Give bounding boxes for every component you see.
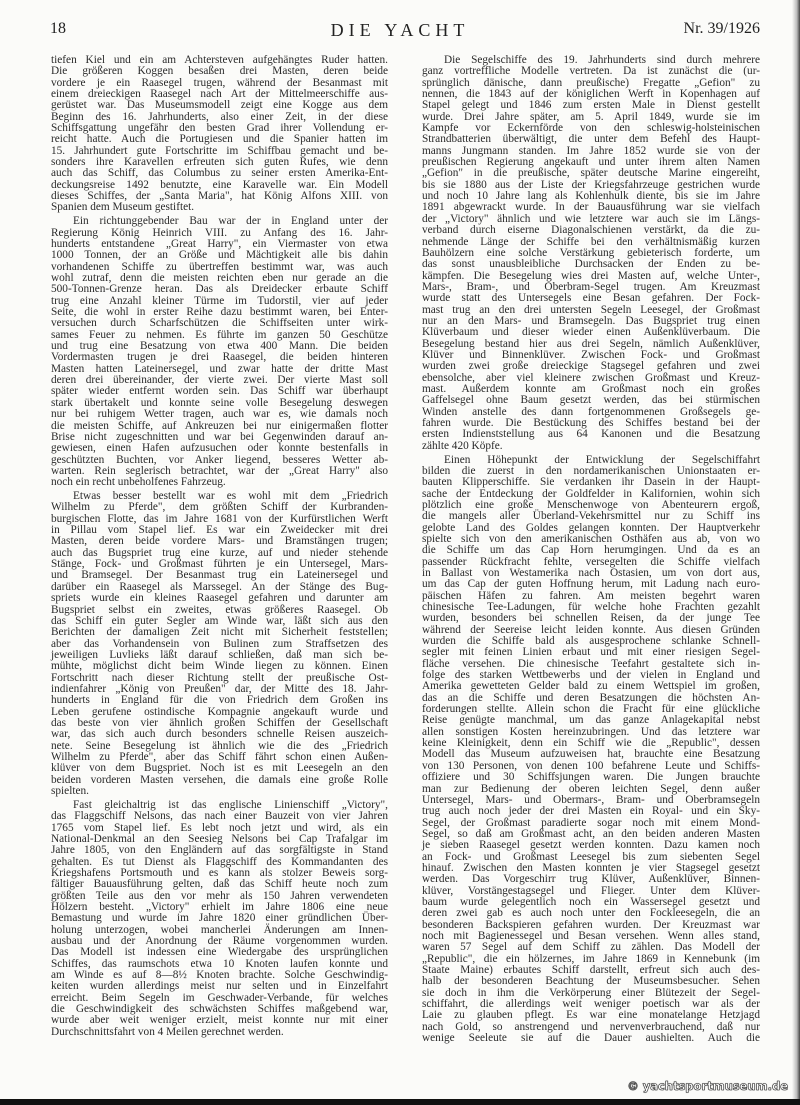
- text-line: man zur Bedienung der oberen leichten Segel, denn außer: [422, 782, 760, 795]
- text-line: mühte, möglichst dicht beim Winde liegen zu können. Einen: [51, 660, 388, 673]
- text-line: Einen Höhepunkt der Entwicklung der Segelschiffahrt: [444, 453, 760, 466]
- text-line: auch das Schiff, das Columbus zu seiner ersten Amerika-Ent-: [51, 167, 388, 180]
- text-line: klüver von dem Bugspriet. Noch ist es mit Leesegeln an den: [51, 762, 388, 775]
- text-line: „Gefion" in die preußische, später deutsche Marine eingereiht,: [422, 167, 760, 180]
- text-line: Spanien dem Museum gestiftet.: [51, 201, 195, 214]
- text-line: Strandbatterien überwältigt, die unter dem Befehl des Haupt-: [422, 133, 760, 146]
- text-line: wurden zwei große dreieckige Stagsegel gefahren und zwei: [422, 360, 760, 373]
- text-line: gelobte Land des Goldes gelangen konnten. Der Hauptverkehr: [422, 521, 760, 534]
- text-line: nach Gold, so anstrengend und nervenverbrauchend, daß nur: [422, 1020, 760, 1033]
- text-line: geschützten Buchten, vor Anker liegend, besseres Wetter ab-: [51, 453, 388, 466]
- issue-number: Nr. 39/1926: [683, 20, 760, 37]
- text-line: ganz vortreffliche Modelle vertreten. Da ist zunächst die (ur-: [422, 65, 760, 78]
- text-line: je sieben Raasegel gesetzt werden konnten. Dazu kamen noch: [422, 839, 760, 852]
- text-line: jeweiligen Luvlieks läßt darauf schließen, daß man sich be-: [51, 648, 388, 661]
- text-line: Die größeren Koggen besaßen drei Masten, deren beide: [51, 65, 388, 78]
- text-line: plötzlich eine große Menschenwoge von Abenteurern ergoß,: [422, 498, 760, 511]
- text-line: Laie zu glauben pflegt. Es war eine monatelange Hetzjagd: [422, 1009, 760, 1022]
- text-line: holung unterzogen, wobei mancherlei Änderungen am Innen-: [51, 923, 388, 936]
- paragraph: [51, 55, 388, 214]
- text-line: reicht hatte. Auch die Portugiesen und die Spanier hatten im: [51, 133, 388, 146]
- text-line: wurde aber weit weniger erzielt, meist konnte nur mit einer: [51, 1014, 388, 1027]
- text-line: während der Seereise leicht leiden konnte. Aus diesen Gründen: [422, 623, 760, 636]
- text-line: allen sonstigen Kosten hereinzubringen. Und das letztere war: [422, 725, 760, 738]
- text-line: 500-Tonnen-Grenze heran. Das als Dreidecker erbaute Schiff: [51, 283, 388, 296]
- text-line: indienfahrer „König von Preußen" dar, der Mitte des 18. Jahr-: [51, 682, 388, 695]
- text-line: noch mit Bagienessegel und Besan versehen. Wenn alles stand,: [422, 929, 760, 942]
- text-line: Wilhelm zu Pferde", aber das Schiff fährt schon einen Außen-: [51, 750, 388, 763]
- text-line: gerüstet war. Das Museumsmodell zeigt eine Kogge aus dem: [51, 99, 388, 112]
- text-line: Mars-, Bram-, und Oberbram-Segel trugen. Am Kreuzmast: [422, 280, 760, 293]
- text-line: die Geschwindigkeit des schwächsten Schiffes maßgebend war,: [51, 1003, 388, 1016]
- text-line: Durchschnittsfahrt von 4 Meilen gerechnet werden.: [51, 1025, 284, 1038]
- text-line: keine Kleinigkeit, denn ein Schiff wie die „Republic", dessen: [422, 737, 760, 750]
- text-line: auch das Bugspriet trug eine kurze, auf und nieder stehende: [51, 546, 388, 559]
- text-line: preußischen Regierung angekauft und unter ihrem alten Namen: [422, 156, 760, 169]
- text-line: sprünglich dänische, dann preußische) Fregatte „Gefion" zu: [422, 76, 760, 89]
- text-line: wenige Seeleute sie auf die Dauer aushielten. Auch die: [422, 1032, 760, 1045]
- text-line: hinauf. Zwischen den Masten konnten je vier Stagsegel gesetzt: [422, 861, 760, 874]
- text-line: darüber ein Raasegel als Marssegel. An der Stänge des Bug-: [51, 580, 388, 593]
- text-line: verband durch eiserne Diagonalschienen verstärkt, da die zu-: [422, 224, 760, 237]
- text-line: kämpfen. Die Besegelung wies drei Masten auf, welche Unter-,: [422, 269, 760, 282]
- text-line: segler mit feinen Linien erbaut und mit einer riesigen Segel-: [422, 646, 760, 659]
- watermark: © yachtsportmuseum.de: [627, 1079, 788, 1093]
- text-line: Reise genügte manchmal, um das ganze Anlagekapital nebst: [422, 714, 760, 727]
- text-line: nur an den Mars- und Bramsegeln. Das Bugspriet trug einen: [422, 314, 760, 327]
- text-line: wurde statt des Untersegels eine Besan gefahren. Der Fock-: [422, 292, 760, 305]
- text-line: Untersegel, Mars- und Obermars-, Bram- und Oberbramsegeln: [422, 793, 760, 806]
- paragraph: [422, 455, 760, 1045]
- text-line: halb der besonderen Beachtung der Museumsbesucher. Sehen: [422, 975, 760, 988]
- text-line: Besegelung bestand hier aus drei Segeln, nämlich Außenklüver,: [422, 337, 760, 350]
- text-line: bauten Klipperschiffe. Sie verdanken ihr Dasein in der Haupt-: [422, 476, 760, 489]
- text-line: die mangels aller Überland-Vekehrsmittel nur zu Schiff ins: [422, 510, 760, 523]
- text-line: an Fock- und Großmast Leesegel bis zum siebenten Segel: [422, 850, 760, 863]
- text-line: offiziere und 30 Schiffsjungen waren. Die Jungen brauchte: [422, 771, 760, 784]
- paragraph: [51, 800, 388, 1038]
- text-line: Gaffelsegel ohne Baum gesetzt werden, das bei stürmischen: [422, 394, 760, 407]
- text-line: keiten wurden allerdings meist nur selten und in Einzelfahrt: [51, 980, 388, 993]
- text-line: noch ein recht unbeholfenes Fahrzeug.: [51, 476, 226, 489]
- text-line: Leben gerufene ostindische Kompagnie angekauft wurde und: [51, 705, 388, 718]
- text-line: Amerika gewetteten Gelder bald zu einem Wettspiel im großen,: [422, 680, 760, 693]
- text-line: 1765 vom Stapel lief. Es lebt noch jetzt und wird, als ein: [51, 821, 388, 834]
- text-line: Bauhölzern eine solche Verstärkung gebieterisch forderte, um: [422, 246, 760, 259]
- text-line: schiffahrt, die allerdings weit weniger poetisch war als der: [422, 998, 760, 1011]
- text-line: war, das sich auch durch besonders schnelle Reisen auszeich-: [51, 728, 388, 741]
- text-line: Das Modell ist indessen eine Wiedergabe des ursprünglichen: [51, 946, 388, 959]
- text-line: gewiesen, einen Hafen aufzusuchen oder konnte bestenfalls in: [51, 442, 388, 455]
- paragraph: [51, 216, 388, 488]
- text-line: National-Denkmal an den Seesieg Nelsons bei Cap Trafalgar im: [51, 832, 388, 845]
- text-line: und Bramsegel. Der Besanmast trug ein Lateinersegel und: [51, 569, 388, 582]
- text-line: mast. Außerdem konnte am Großmast noch ein großes: [422, 382, 760, 395]
- text-line: 15. Jahrhundert gute Fortschritte im Schiffbau gemacht und be-: [51, 144, 388, 157]
- text-line: trug auch noch jeder der drei Masten ein Royal- und ein Sky-: [422, 805, 760, 818]
- text-line: Winden anstelle des dann fortgenommenen Großsegels ge-: [422, 405, 760, 418]
- text-line: Vordermasten trugen je drei Raasegel, die beiden hinteren: [51, 351, 388, 364]
- text-line: in Ballast von Westamerika nach Ostasien, um von dort aus,: [422, 566, 760, 579]
- text-line: ebensolche, aber viel kleinere zwischen Großmast und Kreuz-: [422, 371, 760, 384]
- text-line: „Republic", die ein hölzernes, im Jahre 1869 in Kennebunk (im: [422, 952, 760, 965]
- text-line: sache der Entdeckung der Goldfelder in Kalifornien, wohin sich: [422, 487, 760, 500]
- text-line: Segel, der Großmast paradierte sogar noch mit einem Mond-: [422, 816, 760, 829]
- paragraph: [422, 55, 760, 452]
- text-line: 1000 Tonnen, der an Größe und Mächtigkeit alle bis dahin: [51, 249, 388, 262]
- text-line: dieses Schiffes, der „Santa Maria", hat König Alfons XIII. von: [51, 190, 388, 203]
- page-number: 18: [50, 20, 66, 37]
- text-line: Klüverbaum und dieser wieder einen Außenklüverbaum. Die: [422, 326, 760, 339]
- text-line: ersten Indienststellung aus 64 Kanonen und die Besatzung: [422, 428, 760, 441]
- text-line: Beginn des 16. Jahrhunderts, also einer Zeit, in der diese: [51, 110, 388, 123]
- text-line: spielte sich von den amerikanischen Osthäfen aus ab, von wo: [422, 532, 760, 545]
- text-line: und trug eine Besatzung von etwa 400 Mann. Die beiden: [51, 340, 388, 353]
- text-line: Ein richtunggebender Bau war der in England unter der: [73, 215, 388, 228]
- text-line: burgischen Flotte, das im Jahre 1681 von der Kurfürstlichen Werft: [51, 512, 388, 525]
- text-line: fahren wurde. Die Bestückung des Schiffes bestand bei der: [422, 417, 760, 429]
- text-line: wurden, besonders bei schnellen Reisen, da der junge Tee: [422, 612, 760, 625]
- text-line: in Pillau vom Stapel lief. Es war ein Zweidecker mit drei: [51, 524, 388, 537]
- text-line: ausbau und der Anordnung der Räume vorgenommen wurden.: [51, 934, 388, 947]
- text-line: trug eine Anzahl kleiner Türme im Tudorstil, vier auf jeder: [51, 294, 388, 307]
- scan-border: [0, 1099, 800, 1105]
- text-line: einem dreieckigen Raasegel nach Art der Mittelmeerschiffe aus-: [51, 88, 388, 101]
- text-line: wohl zutraf, denn die meisten reichten eben nur gerade an die: [51, 272, 388, 285]
- text-line: versuchen durch Scharfschützen die Schiffseiten unter wirk-: [51, 317, 388, 330]
- text-line: Masten, deren beide vordere Mars- und Bramstängen trugen;: [51, 535, 388, 548]
- text-line: zählte 420 Köpfe.: [422, 439, 503, 452]
- text-line: Fast gleichaltrig ist das englische Linienschiff „Victory",: [73, 798, 388, 811]
- text-line: passender Rückfracht fehlte, versegelten die Schiffe vielfach: [422, 555, 760, 568]
- text-line: Jahre 1805, von den Engländern auf das sorgfältigste in Stand: [51, 844, 388, 857]
- text-line: Kriegshafens Portsmouth und es kann als stolzer Beweis sorg-: [51, 866, 388, 879]
- text-line: nehmende Länge der Schiffe bei den verhältnismäßig kurzen: [422, 235, 760, 248]
- page-edge-shadow: [792, 0, 800, 1105]
- text-line: waren 57 Segel auf dem Schiff zu zählen. Das Modell der: [422, 941, 760, 954]
- text-line: werden. Das Vorgeschirr trug Klüver, Außenklüver, Binnen-: [422, 873, 760, 886]
- text-line: Masten hatten Lateinersegel, und zwar hatte der dritte Mast: [51, 362, 388, 375]
- text-line: mast trug an den drei untersten Segeln Leesegel, der Großmast: [422, 303, 760, 316]
- text-line: bis sie 1880 aus der Liste der Kriegsfahrzeuge gestrichen wurde: [422, 178, 760, 191]
- text-line: folge des starken Wettbewerbs und der vielen in England und: [422, 669, 760, 682]
- text-line: manns Jungmann standen. Im Jahre 1852 wurde sie von der: [422, 144, 760, 157]
- text-line: das sonst unausbleibliche Durchsacken der Enden zu be-: [422, 258, 760, 271]
- text-line: vordere je ein Raasegel trugen, während der Besanmast mit: [51, 76, 388, 89]
- text-line: Stapel gelegt und 1846 zum ersten Male in Dienst gestellt: [422, 99, 760, 112]
- text-line: klüver, Vorstängestagsegel und Flieger. Unter dem Klüver-: [422, 884, 760, 897]
- text-line: und noch 10 Jahre lang als Kohlenhulk diente, bis sie im Jahre: [422, 190, 760, 203]
- text-line: Staate Maine) erbautes Schiff darstellt, erfreut sich auch des-: [422, 964, 760, 976]
- left-column: [51, 55, 388, 1041]
- text-line: Segel, so daß am Großmast acht, an den beiden anderen Masten: [422, 827, 760, 840]
- text-line: hunderts entstandene „Great Harry", ein Viermaster von etwa: [51, 238, 388, 250]
- text-line: warten. Rein seglerisch betrachtet, war der „Great Harry" also: [51, 464, 388, 477]
- right-column: [422, 55, 760, 1047]
- text-line: spriets wurde ein kleines Raasegel gefahren und darunter am: [51, 592, 388, 605]
- text-line: fläche versehen. Die chinesische Teefahrt gestaltete sich in-: [422, 657, 760, 670]
- text-line: deren zwei gab es auch noch unter den Fockleesegeln, die an: [422, 907, 760, 920]
- text-line: päischen Häfen zu fahren. Am meisten begehrt waren: [422, 589, 760, 602]
- paragraph: [51, 491, 388, 797]
- text-line: nete. Seine Besegelung ist ähnlich wie die des „Friedrich: [51, 739, 388, 752]
- text-line: Stänge, Fock- und Großmast führten je ein Untersegel, Mars-: [51, 558, 388, 571]
- text-line: Bemastung und wurde im Jahre 1820 einer gründlichen Über-: [51, 912, 388, 925]
- text-line: tiefen Kiel und ein am Achtersteven aufgehängtes Ruder hatten.: [51, 54, 388, 66]
- text-line: wurden die Schiffe bald als ausgesprochene schlanke Schnell-: [422, 635, 760, 648]
- text-line: forderungen stellte. Allein schon die Fracht für eine glückliche: [422, 703, 760, 716]
- text-line: besonderen Backspieren gefahren wurden. Der Kreuzmast war: [422, 918, 760, 931]
- text-line: erreicht. Beim Segeln im Geschwader-Verbande, für welches: [51, 991, 388, 1004]
- text-line: später wieder entfernt worden sein. Das Schiff war überhaupt: [51, 385, 388, 398]
- text-line: größten Teile aus den vor mehr als 150 Jahren verwendeten: [51, 889, 388, 902]
- text-line: sonders ihre Karavellen erfreuten sich guten Rufes, wie denn: [51, 156, 388, 169]
- text-line: aber das Vorhandensein von Bulinen zum Straffsetzen des: [51, 637, 388, 650]
- text-line: der „Victory" ähnlich und wie letztere war auch sie im Längs-: [422, 212, 760, 225]
- text-line: Seite, die wohl in erster Reihe dazu bestimmt waren, bei Enter-: [51, 306, 388, 319]
- text-line: baum wurde gelegentlich noch ein Wassersegel gesetzt und: [422, 895, 760, 908]
- text-line: stark übertakelt und konnte seine volle Besegelung deswegen: [51, 396, 388, 409]
- text-line: das beste von vier ähnlich großen Schiffen der Gesellschaft: [51, 716, 388, 729]
- text-line: beiden vorderen Masten versehen, die damals eine große Rolle: [51, 773, 388, 786]
- text-line: am Winde es auf 8—8½ Knoten brachte. Solche Geschwindig-: [51, 969, 388, 981]
- text-line: Klüver und Binnenklüver. Zwischen Fock- und Großmast: [422, 348, 760, 361]
- text-line: 1891 abgewrackt wurde. In der Bauausführung war sie vielfach: [422, 201, 760, 214]
- text-line: vorhandenen Schiffe zu übertreffen bestimmt war, was auch: [51, 260, 388, 273]
- text-line: Brise nicht zugeschnitten und war bei Gegenwinden darauf an-: [51, 430, 388, 443]
- text-line: um das Cap der guten Hoffnung herum, mit Ladung nach euro-: [422, 578, 760, 591]
- text-line: Fortschritt nach dieser Richtung stellt der preußische Ost-: [51, 671, 388, 684]
- text-line: spielten.: [51, 785, 89, 797]
- journal-title: DIE YACHT: [330, 20, 470, 40]
- text-line: bilden die zuerst in den nordamerikanischen Unionstaaten er-: [422, 464, 760, 477]
- text-line: die meisten Schiffe, auf Ankreuzen bei nur einigermaßen flotter: [51, 419, 388, 432]
- text-line: Kampfe vor Eckernförde von den schleswig-holsteinischen: [422, 122, 760, 135]
- text-line: deren drei übereinander, der vierte zwei. Der vierte Mast soll: [51, 374, 388, 387]
- text-line: Etwas besser bestellt war es wohl mit dem „Friedrich: [73, 490, 388, 503]
- text-line: Hölzern besteht. „Victory" erhielt im Jahre 1806 eine neue: [51, 900, 388, 913]
- text-line: sie doch in ihm die Verkörperung einer Blütezeit der Segel-: [422, 986, 760, 999]
- text-line: sames Feuer zu nehmen. Es führte im ganzen 50 Geschütze: [51, 328, 388, 341]
- text-line: die Schiffe um das Cap Horn herumgingen. Und da es an: [422, 544, 760, 557]
- text-line: gehalten. Es tut Dienst als Flaggschiff des Kommandanten des: [51, 855, 388, 868]
- text-line: das Flaggschiff Nelsons, das nach einer Bauzeit von vier Jahren: [51, 810, 388, 823]
- text-line: Schiffsgattung ungefähr den besten Grad ihrer Vollendung er-: [51, 122, 388, 135]
- text-line: Berichten der damaligen Zeit nicht mit Sicherheit feststellen;: [51, 626, 388, 639]
- text-line: fältiger Bauausführung gelten, daß das Schiff heute noch zum: [51, 878, 388, 891]
- text-line: Schiffes, das raumschots etwa 10 Knoten laufen konnte und: [51, 957, 388, 970]
- text-line: Modell das Museum aufzuweisen hat, brauchte eine Besatzung: [422, 748, 760, 761]
- text-line: nur bei ruhigem Wetter tragen, auch war es, wie damals noch: [51, 408, 388, 421]
- text-line: das Schiff ein guter Segler am Winde war, läßt sich aus den: [51, 614, 388, 627]
- text-line: chinesische Tee-Ladungen, für welche hohe Frachten gezahlt: [422, 601, 760, 613]
- text-line: Bugspriet selbst ein zweites, etwas größeres Raasegel. Ob: [51, 603, 388, 616]
- text-line: hunderts in England für die von Friedrich dem Großen ins: [51, 694, 388, 707]
- text-line: Die Segelschiffe des 19. Jahrhunderts sind durch mehrere: [444, 54, 760, 66]
- text-line: von 130 Personen, von denen 100 befahrene Leute und Schiffs-: [422, 759, 760, 772]
- text-line: wurde. Drei Jahre später, am 5. April 1849, wurde sie im: [422, 110, 760, 123]
- text-line: deckungsreise 1492 benutzte, eine Karavelle war. Ein Modell: [51, 178, 388, 191]
- text-line: Wilhelm zu Pferde", dem größten Schiff der Kurbranden-: [51, 501, 388, 514]
- text-line: das an die Schiffe und deren Besatzungen die höchsten An-: [422, 691, 760, 704]
- text-line: nennen, die 1843 auf der königlichen Werft in Kopenhagen auf: [422, 88, 760, 101]
- text-line: Regierung König Heinrich VIII. zu Anfang des 16. Jahr-: [51, 226, 388, 239]
